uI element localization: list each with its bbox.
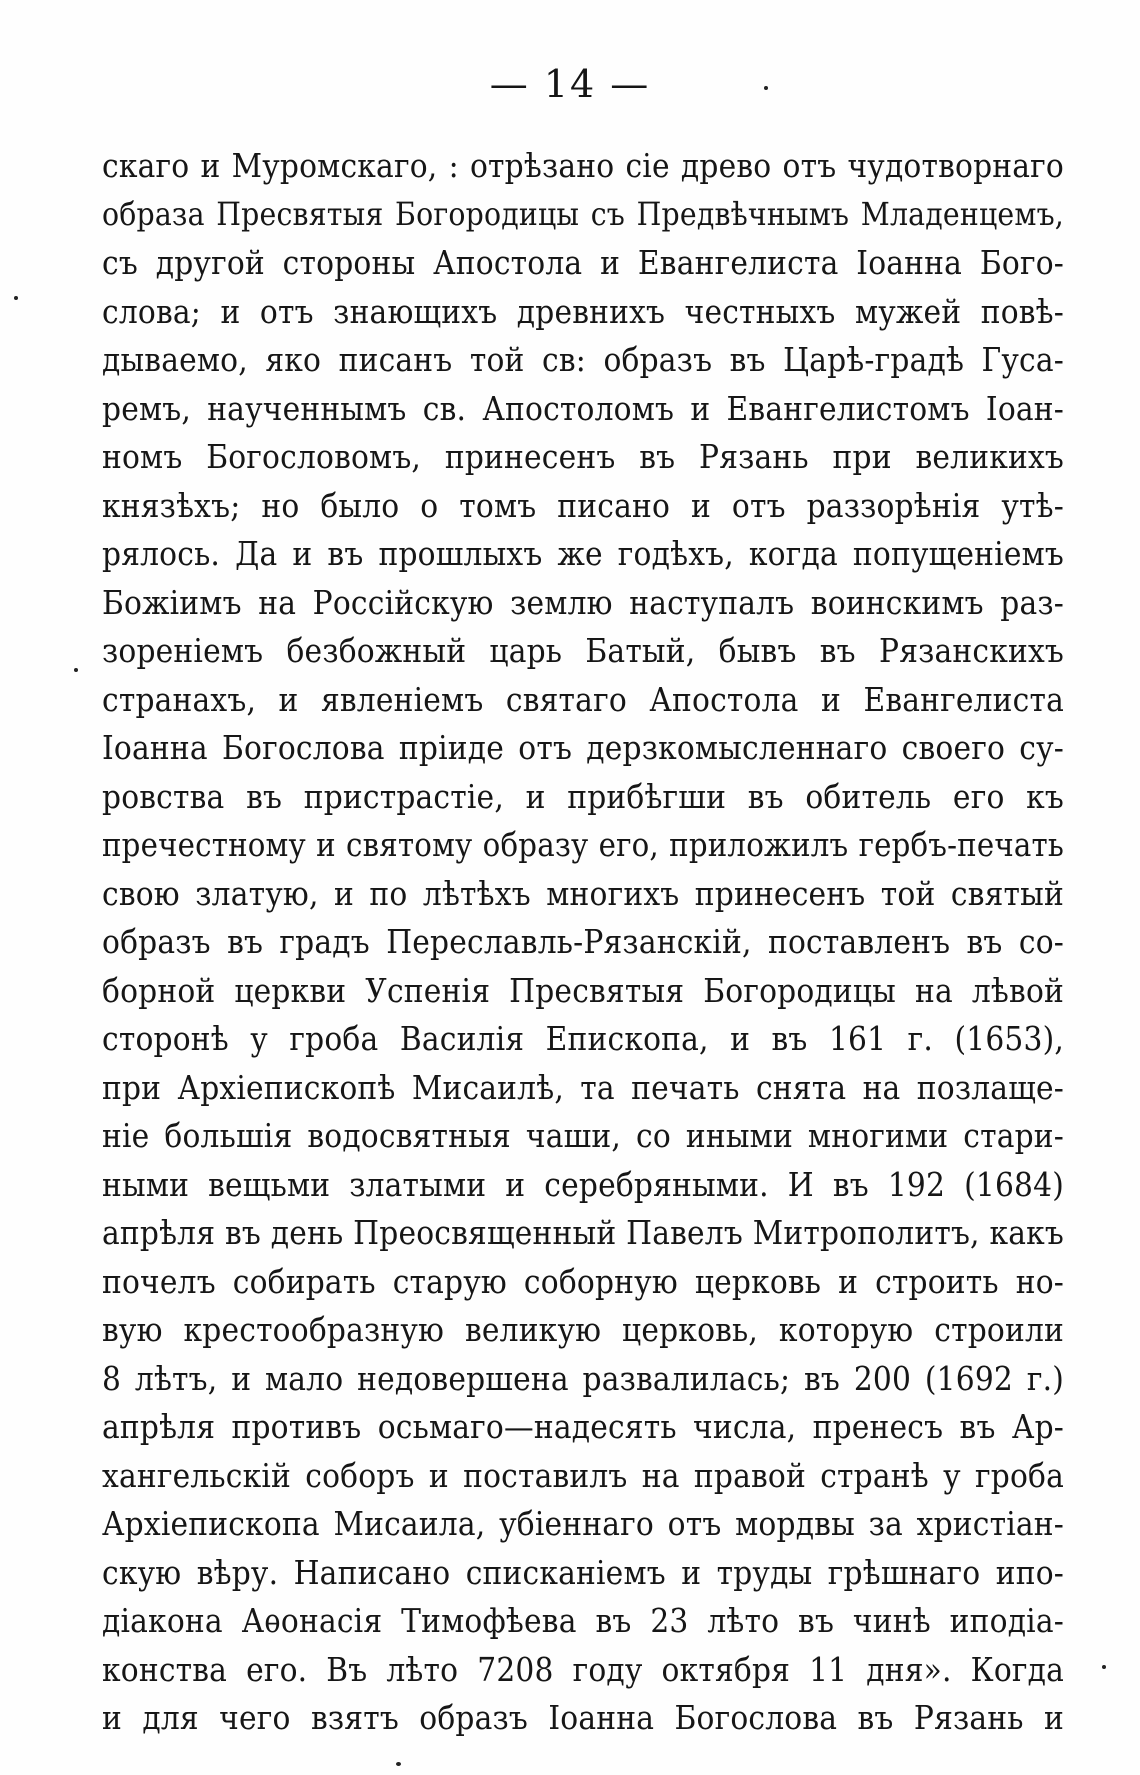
text-line-30: скую вѣру. Написано списканіемъ и труды грѣшнаго ипо- xyxy=(102,1552,1064,1592)
text-line-33: и для чего взятъ образъ Іоанна Богослова въ Рязань и xyxy=(102,1698,1064,1737)
text-line-6: ремъ, наученнымъ св. Апостоломъ и Евангелистомъ Іоан- xyxy=(102,388,1064,428)
text-line-9: рялось. Да и въ прошлыхъ же годѣхъ, когда попущеніемъ xyxy=(102,534,1064,573)
text-line-17: образъ въ градъ Переславль-Рязанскій, поставленъ въ со- xyxy=(102,922,1064,961)
text-line-22: ными вещьми златыми и серебряными. И въ 192 (1684) xyxy=(102,1164,1064,1204)
text-line-10: Божіимъ на Россійскую землю наступалъ воинскимъ раз- xyxy=(102,582,1064,622)
text-line-3: съ другой стороны Апостола и Евангелиста Іоанна Бого- xyxy=(102,243,1064,282)
text-line-16: свою златую, и по лѣтѣхъ многихъ принесенъ той святый xyxy=(102,873,1064,913)
scan-speck xyxy=(74,668,78,672)
text-line-15: пречестному и святому образу его, приложилъ гербъ-печать xyxy=(102,826,1064,864)
text-line-2: образа Пресвятыя Богородицы съ Предвѣчнымъ Младенцемъ, xyxy=(102,196,1064,233)
text-line-27: апрѣля противъ осьмаго—надесять числа, пренесъ въ Ар- xyxy=(102,1407,1064,1446)
scan-speck xyxy=(1102,1665,1106,1669)
page-number: — 14 — xyxy=(489,62,651,106)
scan-speck xyxy=(396,1762,401,1766)
text-line-11: зореніемъ безбожный царь Батый, бывъ въ Рязанскихъ xyxy=(102,631,1064,670)
body-text xyxy=(102,142,1064,1743)
scan-speck xyxy=(14,296,18,300)
text-line-19: сторонѣ у гроба Василія Епископа, и въ 161 г. (1653), xyxy=(102,1019,1064,1058)
text-line-13: Іоанна Богослова пріиде отъ дерзкомысленнаго своего су- xyxy=(102,728,1064,767)
text-line-20: при Архіепископѣ Мисаилѣ, та печать снята на позлаще- xyxy=(102,1067,1064,1107)
text-line-28: хангельскій соборъ и поставилъ на правой странѣ у гроба xyxy=(102,1455,1064,1495)
text-line-8: князѣхъ; но было о томъ писано и отъ раззорѣнія утѣ- xyxy=(102,485,1064,525)
text-line-23: апрѣля въ день Преосвященный Павелъ Митрополитъ, какъ xyxy=(102,1213,1064,1252)
text-line-24: почелъ собирать старую соборную церковь и строить но- xyxy=(102,1261,1064,1301)
text-line-1: скаго и Муромскаго, : отрѣзано сіе древо отъ чудотворнаго xyxy=(102,146,1064,185)
text-line-26: 8 лѣтъ, и мало недовершена развалилась; въ 200 (1692 г.) xyxy=(102,1358,1064,1398)
text-line-32: конства его. Въ лѣто 7208 году октября 11 дня». Когда xyxy=(102,1649,1064,1689)
text-line-21: ніе большія водосвятныя чаши, со иными многими стари- xyxy=(102,1116,1064,1155)
text-line-25: вую крестообразную великую церковь, которую строили xyxy=(102,1310,1064,1349)
text-line-12: странахъ, и явленіемъ святаго Апостола и Евангелиста xyxy=(102,679,1064,719)
text-line-14: ровства въ пристрастіе, и прибѣгши въ обитель его къ xyxy=(102,776,1064,816)
text-line-18: борной церкви Успенія Пресвятыя Богородицы на лѣвой xyxy=(102,970,1064,1010)
text-line-29: Архіепископа Мисаила, убіеннаго отъ мордвы за христіан- xyxy=(102,1504,1064,1543)
text-line-7: номъ Богословомъ, принесенъ въ Рязань при великихъ xyxy=(102,437,1064,476)
text-line-4: слова; и отъ знающихъ древнихъ честныхъ мужей повѣ- xyxy=(102,291,1064,331)
scan-speck xyxy=(764,86,768,90)
text-line-5: дываемо, яко писанъ той св: образъ въ Царѣ-градѣ Гуса- xyxy=(102,340,1064,379)
text-line-31: діакона Аѳонасія Тимофѣева въ 23 лѣто въ чинѣ иподіа- xyxy=(102,1601,1064,1640)
